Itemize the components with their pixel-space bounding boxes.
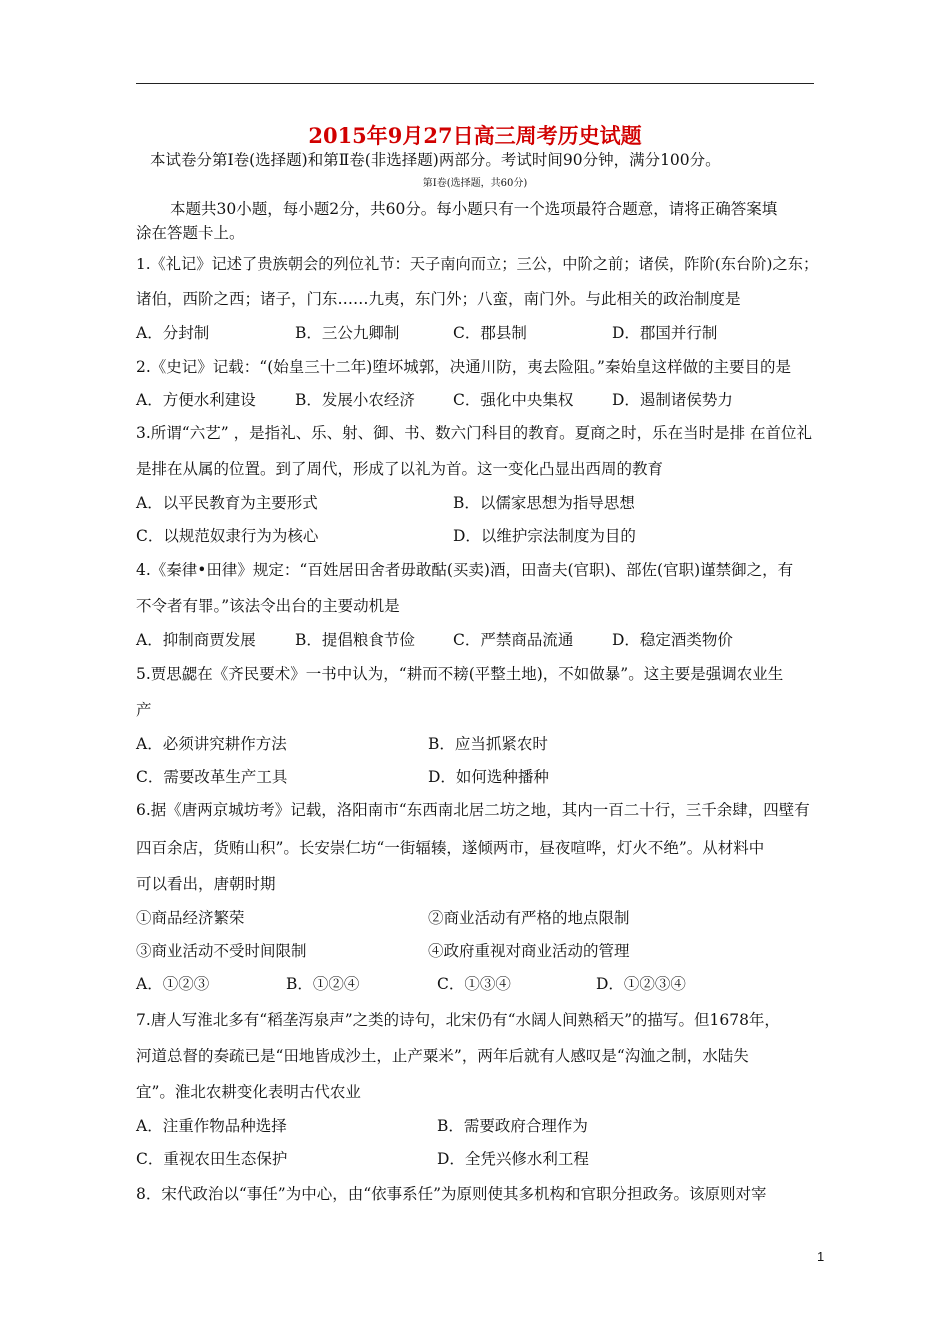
question-7-option-b: B．需要政府合理作为 bbox=[437, 1117, 588, 1135]
question-1-option-c: C．郡县制 bbox=[453, 324, 527, 342]
question-7-option-a: A．注重作物品种选择 bbox=[136, 1117, 287, 1135]
question-6-option-b: B．①②④ bbox=[286, 975, 360, 993]
question-6-item-2: ②商业活动有严格的地点限制 bbox=[428, 909, 630, 927]
question-5-option-c: C．需要改革生产工具 bbox=[136, 768, 288, 786]
question-7-line-1: 7.唐人写淮北多有“稻垄泻泉声”之类的诗句，北宋仍有“水阔人间熟稻天”的描写。但1678年， bbox=[136, 1011, 780, 1029]
question-6-option-d: D．①②③④ bbox=[596, 975, 686, 993]
question-1-option-a: A．分封制 bbox=[136, 324, 210, 342]
question-3-option-b: B．以儒家思想为指导思想 bbox=[453, 494, 635, 512]
question-4-line-2: 不令者有罪。”该法令出台的主要动机是 bbox=[136, 597, 400, 615]
exam-title: 2015年9月27日高三周考历史试题 bbox=[308, 123, 642, 148]
question-2-option-a: A．方便水利建设 bbox=[136, 391, 256, 409]
page-number: 1 bbox=[817, 1249, 825, 1264]
question-5-option-b: B．应当抓紧农时 bbox=[428, 735, 548, 753]
question-5-option-d: D．如何选种播种 bbox=[428, 768, 549, 786]
question-4-option-b: B．提倡粮食节俭 bbox=[295, 631, 415, 649]
question-2-option-c: C．强化中央集权 bbox=[453, 391, 574, 409]
question-3-line-1: 3.所谓“六艺” ，是指礼、乐、射、御、书、数六门科目的教育。夏商之时，乐在当时是排 在首位礼 bbox=[136, 424, 812, 442]
question-5-line-2: 产 bbox=[136, 701, 152, 719]
question-6-item-1: ①商品经济繁荣 bbox=[136, 909, 245, 927]
question-3-option-a: A．以平民教育为主要形式 bbox=[136, 494, 318, 512]
instructions-line-2: 涂在答题卡上。 bbox=[136, 224, 245, 242]
question-7-line-3: 宜”。淮北农耕变化表明古代农业 bbox=[136, 1083, 361, 1101]
question-2-option-d: D．遏制诸侯势力 bbox=[612, 391, 733, 409]
question-4-option-c: C．严禁商品流通 bbox=[453, 631, 574, 649]
question-2-line-1: 2.《史记》记载：“(始皇三十二年)堕坏城郭，决通川防，夷去险阻。”秦始皇这样做的主要目的是 bbox=[136, 358, 791, 376]
question-1-option-b: B．三公九卿制 bbox=[295, 324, 400, 342]
question-4-option-d: D．稳定酒类物价 bbox=[612, 631, 733, 649]
question-7-option-d: D．全凭兴修水利工程 bbox=[437, 1150, 589, 1168]
intro-text: 本试卷分第Ⅰ卷(选择题)和第Ⅱ卷(非选择题)两部分。考试时间90分钟，满分100分。 bbox=[150, 151, 721, 169]
question-1-line-1: 1.《礼记》记述了贵族朝会的列位礼节：天子南向而立；三公，中阶之前；诸侯，阼阶(东台阶)之东； bbox=[136, 255, 819, 273]
section-title: 第Ⅰ卷(选择题，共60分) bbox=[422, 178, 528, 189]
question-4-line-1: 4.《秦律•田律》规定：“百姓居田舍者毋敢酤(买卖)酒，田啬夫(官职)、部佐(官职)谨禁御之，有 bbox=[136, 561, 794, 579]
question-8-line-1: 8．宋代政治以“事任”为中心，由“依事系任”为原则使其多机构和官职分担政务。该原则对宰 bbox=[136, 1185, 767, 1203]
question-1-line-2: 诸伯，西阶之西；诸子，门东……九夷，东门外；八蛮，南门外。与此相关的政治制度是 bbox=[136, 290, 741, 308]
question-1-option-d: D．郡国并行制 bbox=[612, 324, 718, 342]
question-4-option-a: A．抑制商贾发展 bbox=[136, 631, 256, 649]
question-6-item-4: ④政府重视对商业活动的管理 bbox=[428, 942, 630, 960]
header-rule bbox=[136, 83, 814, 84]
question-5-option-a: A．必须讲究耕作方法 bbox=[136, 735, 287, 753]
question-6-item-3: ③商业活动不受时间限制 bbox=[136, 942, 307, 960]
question-3-option-d: D．以维护宗法制度为目的 bbox=[453, 527, 636, 545]
question-6-line-3: 可以看出，唐朝时期 bbox=[136, 875, 276, 893]
question-6-line-1: 6.据《唐两京城坊考》记载，洛阳南市“东西南北居二坊之地，其内一百二十行，三千余肆，四壁有 bbox=[136, 801, 810, 819]
instructions-line-1: 本题共30小题，每小题2分，共60分。每小题只有一个选项最符合题意，请将正确答案填 bbox=[170, 200, 778, 218]
question-3-option-c: C．以规范奴隶行为为核心 bbox=[136, 527, 319, 545]
question-6-line-2: 四百余店，货贿山积”。长安崇仁坊“一街辐辏，遂倾两市，昼夜喧哗，灯火不绝”。从材料中 bbox=[136, 839, 765, 857]
question-5-line-1: 5.贾思勰在《齐民要术》一书中认为，“耕而不耪(平整土地)，不如做暴”。这主要是强调农业生 bbox=[136, 665, 784, 683]
question-6-option-a: A．①②③ bbox=[136, 975, 210, 993]
question-7-line-2: 河道总督的奏疏已是“田地皆成沙土，止产粟米”，两年后就有人感叹是“沟洫之制，水陆失 bbox=[136, 1047, 749, 1065]
question-3-line-2: 是排在从属的位置。到了周代，形成了以礼为首。这一变化凸显出西周的教育 bbox=[136, 460, 664, 478]
question-7-option-c: C．重视农田生态保护 bbox=[136, 1150, 288, 1168]
question-2-option-b: B．发展小农经济 bbox=[295, 391, 415, 409]
question-6-option-c: C．①③④ bbox=[437, 975, 511, 993]
